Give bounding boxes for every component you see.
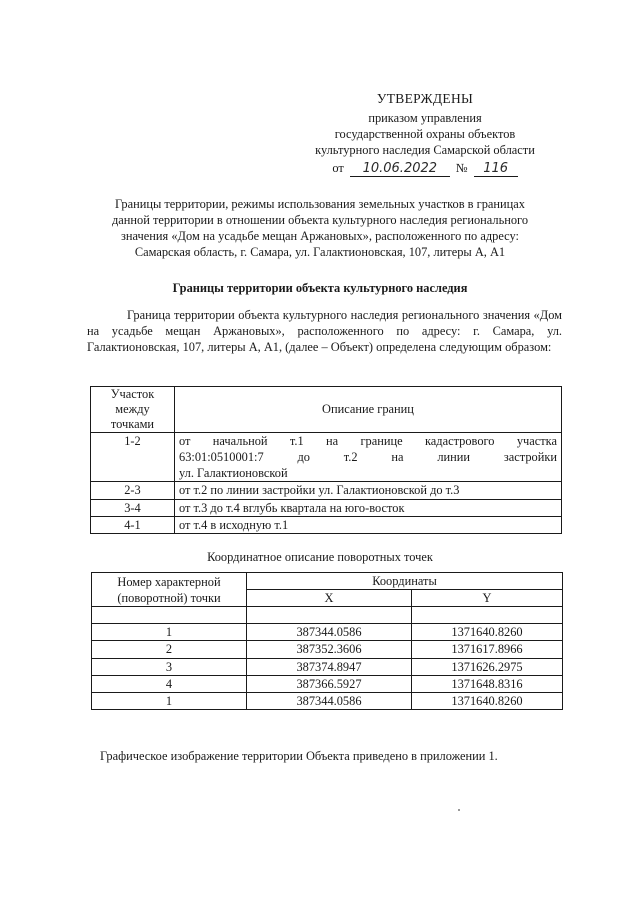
handwritten-number: 116 [474, 162, 518, 177]
y-cell: 1371626.2975 [412, 658, 563, 675]
approval-heading: УТВЕРЖДЕНЫ [376, 91, 474, 106]
intro-text: Граница территории объекта культурного наследия регионального значения «Дом на усадьбе мещан Аржановых», расположенного по адресу: г. Самара, ул. Галактионовская, 107, литеры А, А1, (далее – Объект) определена следующим образом: [87, 308, 562, 354]
header-point-line: Номер характерной [117, 574, 221, 589]
x-cell: 387344.0586 [247, 692, 412, 709]
title-line: Границы территории, режимы использования земельных участков в границах [115, 197, 525, 211]
table-header-row [92, 573, 563, 590]
footer-note: Графическое изображение территории Объекта приведено в приложении 1. [100, 749, 498, 763]
intro-paragraph [87, 307, 562, 355]
title-line: значения «Дом на усадьбе мещан Аржановых», расположенного по адресу: [121, 229, 519, 243]
description-line: от начальной т.1 на границе кадастрового участка [179, 434, 557, 448]
scan-speck [458, 809, 460, 811]
date-prefix: от [332, 160, 344, 175]
coords-caption: Координатное описание поворотных точек [207, 550, 433, 564]
point-cell: 3 [92, 658, 247, 675]
point-cell: 2 [92, 641, 247, 658]
table-row [92, 658, 563, 675]
y-cell: 1371640.8260 [412, 624, 563, 641]
coordinates-table [91, 572, 563, 710]
section-heading: Границы территории объекта культурного наследия [172, 281, 468, 295]
boundary-table [90, 386, 562, 534]
segment-cell: 3-4 [91, 499, 175, 516]
table-row [91, 482, 562, 499]
header-x: X [247, 590, 412, 607]
x-cell: 387352.3606 [247, 641, 412, 658]
description-line: ул. Галактионовской [179, 466, 288, 481]
table-header-row [91, 387, 562, 433]
y-cell: 1371648.8316 [412, 675, 563, 692]
description-line: 63:01:0510001:7 до т.2 на линии застройки [179, 450, 557, 465]
segment-cell: 4-1 [91, 516, 175, 533]
approval-block [290, 90, 560, 177]
table-row [92, 675, 563, 692]
handwritten-date: 10.06.2022 [350, 162, 450, 177]
header-point-line: (поворотной) точки [117, 590, 221, 605]
x-cell: 387374.8947 [247, 658, 412, 675]
description-cell: от т.2 по линии застройки ул. Галактионовской до т.3 [175, 482, 562, 499]
table-row [91, 516, 562, 533]
x-cell: 387344.0586 [247, 624, 412, 641]
number-sign: № [455, 160, 468, 175]
empty-cell [412, 607, 563, 624]
approval-date-number [290, 160, 560, 177]
header-description: Описание границ [175, 387, 562, 433]
header-y: Y [412, 590, 563, 607]
description-cell [175, 433, 562, 482]
description-cell: от т.3 до т.4 вглубь квартала на юго-восток [175, 499, 562, 516]
approval-line: культурного наследия Самарской области [315, 142, 535, 157]
point-cell: 1 [92, 624, 247, 641]
empty-cell [92, 607, 247, 624]
table-row [91, 499, 562, 516]
point-cell: 4 [92, 675, 247, 692]
title-line: Самарская область, г. Самара, ул. Галактионовская, 107, литеры А, А1 [134, 245, 506, 259]
header-point [92, 573, 247, 607]
header-segment: Участок между точками [91, 387, 175, 433]
approval-line: государственной охраны объектов [334, 126, 516, 141]
description-cell: от т.4 в исходную т.1 [175, 516, 562, 533]
point-cell: 1 [92, 692, 247, 709]
table-row [92, 641, 563, 658]
table-row [91, 433, 562, 482]
header-coordinates: Координаты [247, 573, 563, 590]
segment-cell: 1-2 [91, 433, 175, 482]
approval-line: приказом управления [368, 110, 482, 125]
y-cell: 1371640.8260 [412, 692, 563, 709]
title-line: данной территории в отношении объекта культурного наследия регионального [111, 213, 529, 227]
document-title [70, 196, 570, 260]
empty-cell [247, 607, 412, 624]
x-cell: 387366.5927 [247, 675, 412, 692]
table-row [92, 692, 563, 709]
table-row-empty [92, 607, 563, 624]
table-row [92, 624, 563, 641]
y-cell: 1371617.8966 [412, 641, 563, 658]
segment-cell: 2-3 [91, 482, 175, 499]
